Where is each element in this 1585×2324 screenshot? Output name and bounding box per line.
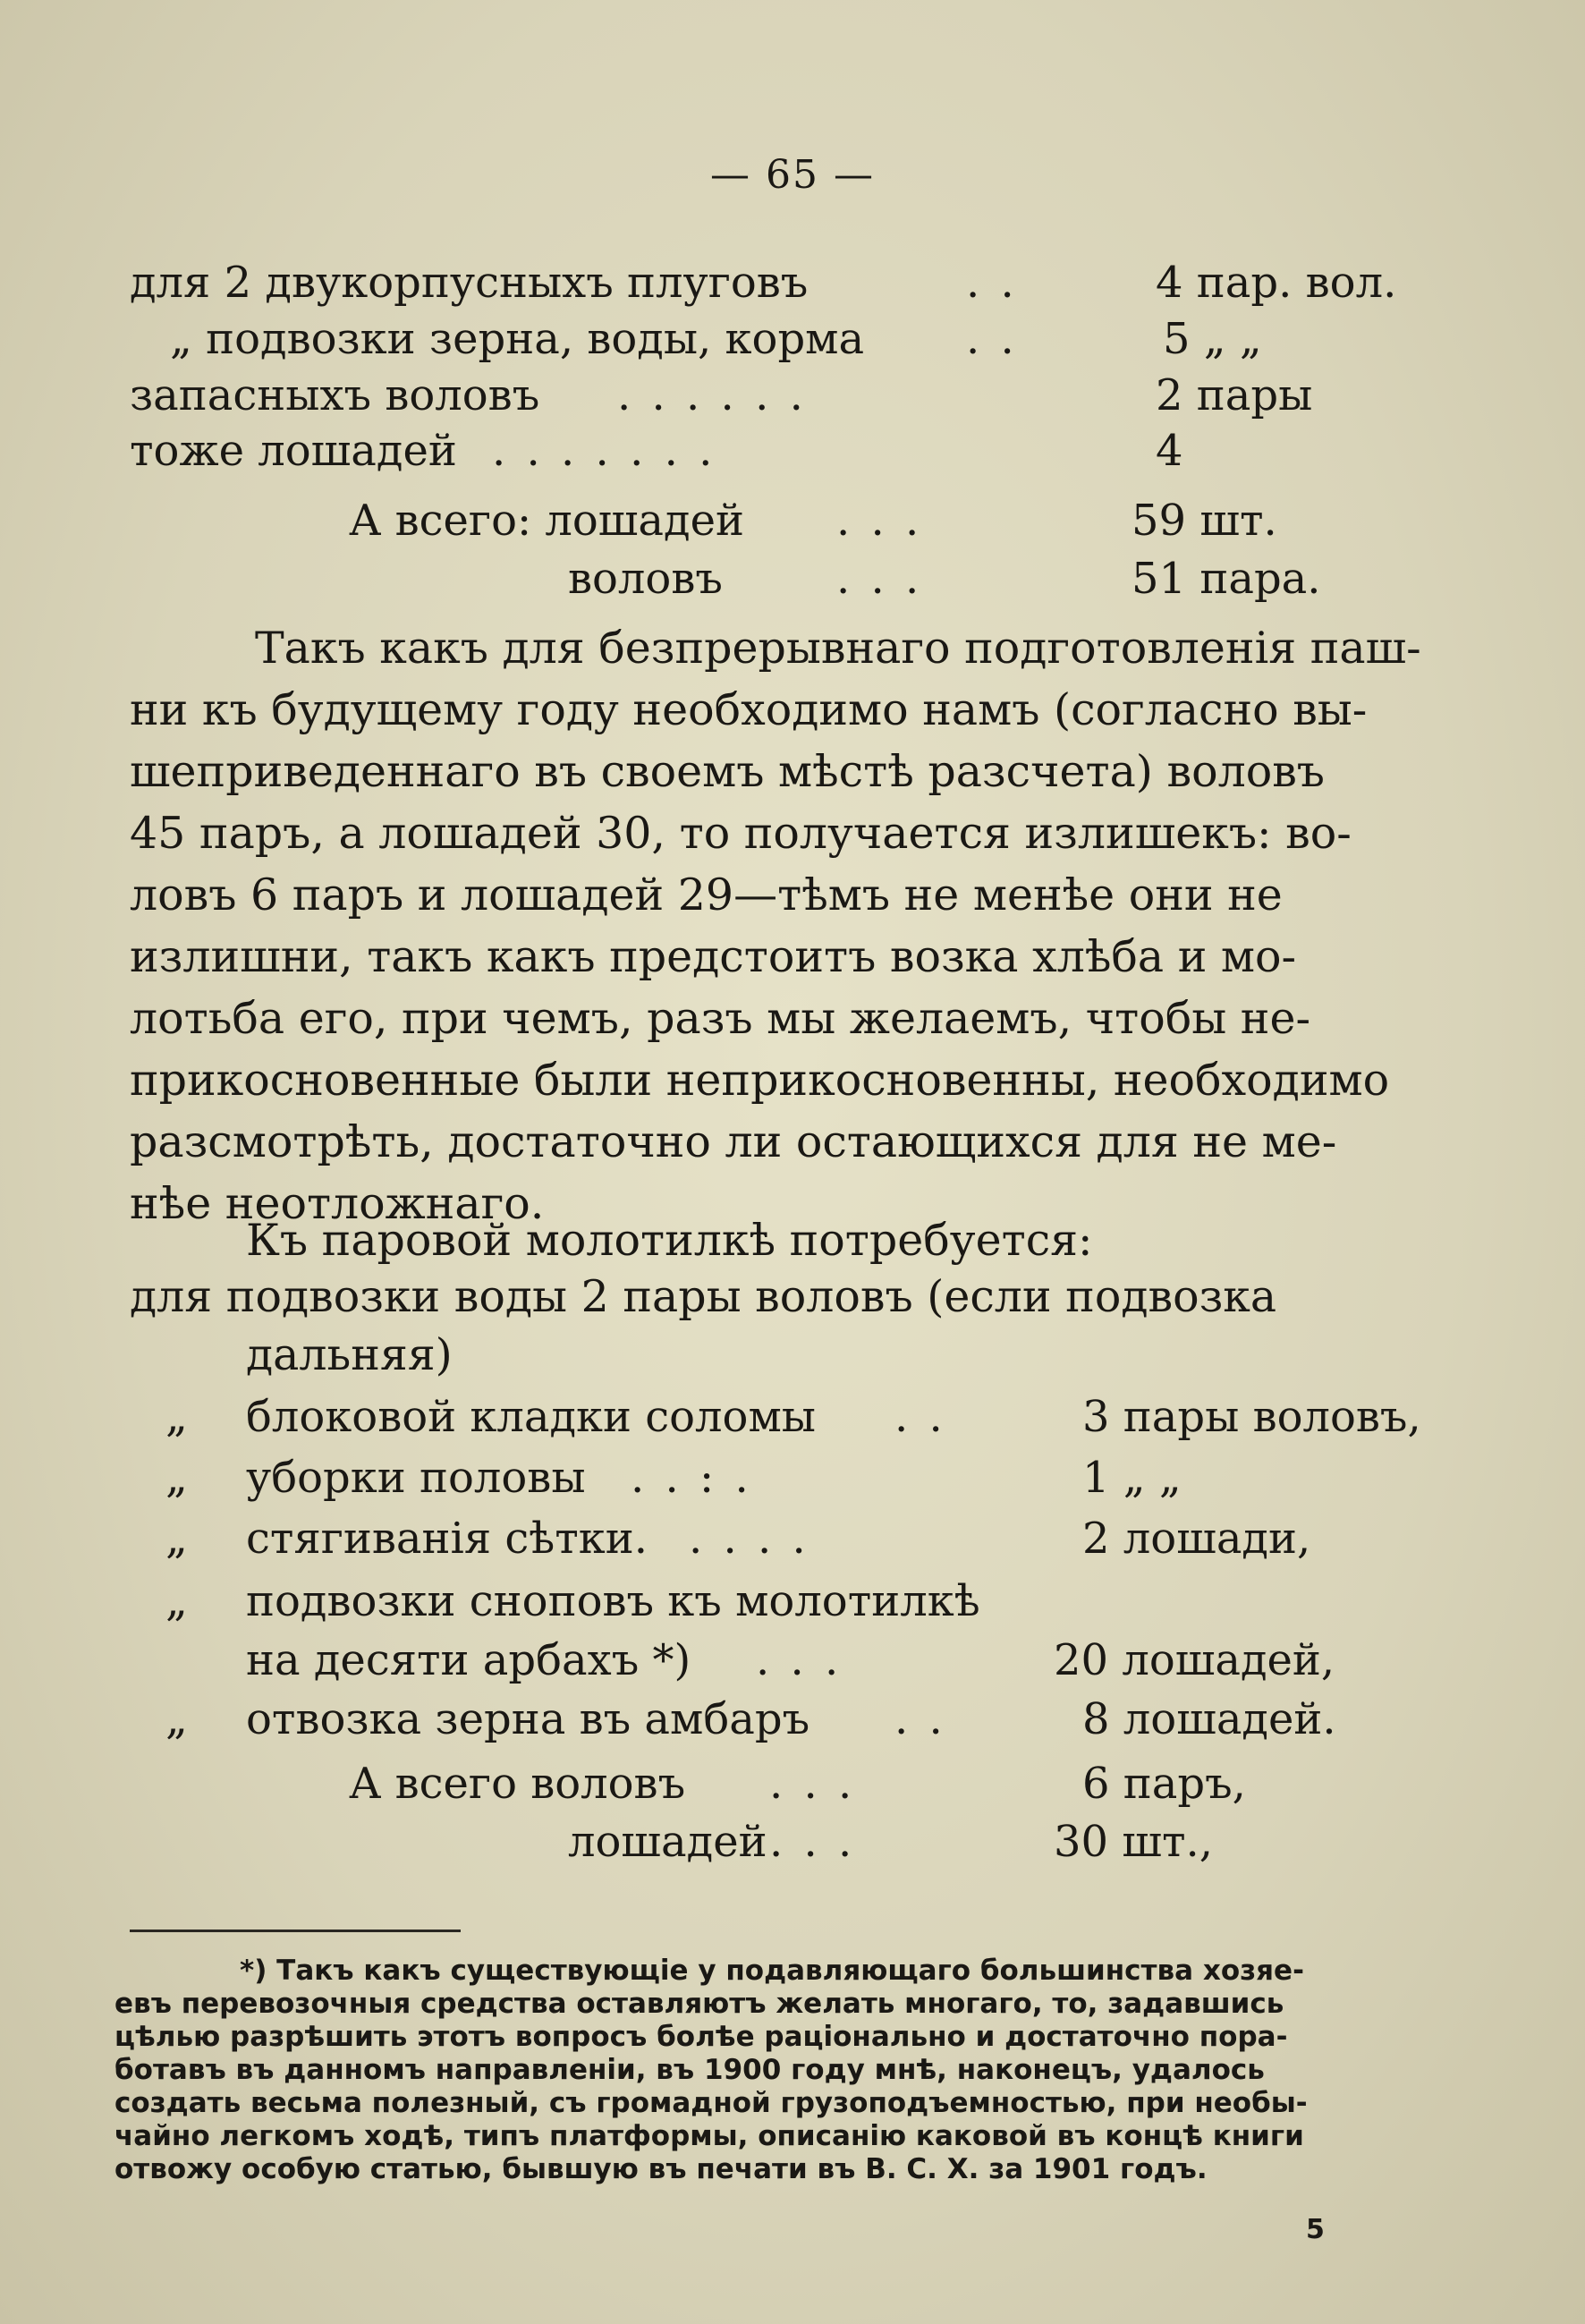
leader-dots: . . [894, 1392, 946, 1442]
total-label: А всего воловъ [349, 1759, 686, 1809]
item-value: 20 лошадей, [1054, 1635, 1335, 1685]
footnote-line: чайно легкомъ ходѣ, типъ платформы, описанію каковой въ концѣ книги [114, 2120, 1304, 2152]
footnote [114, 1955, 1429, 2186]
leader-dots: . . [966, 258, 1018, 308]
signature-mark: 5 [1306, 2214, 1325, 2245]
list-item [130, 426, 457, 476]
list-item [130, 370, 540, 420]
item-label: „ подвозки зерна, воды, корма [170, 314, 865, 364]
item-value: 4 [1156, 426, 1183, 476]
item-label: уборки половы [246, 1453, 586, 1503]
item-label: тоже лошадей [130, 426, 457, 476]
page-number: — 65 — [710, 152, 875, 198]
item-label: для 2 двукорпусныхъ плуговъ [130, 258, 809, 308]
leader-dots: . . . . [689, 1514, 809, 1564]
footnote-line: *) Такъ какъ существующіе у подавляющаго большинства хозяе- [240, 1955, 1304, 1987]
item-value: 1 „ „ [1082, 1453, 1182, 1503]
footnote-line: евъ перевозочныя средства оставляютъ желать многаго, то, задавшись [114, 1988, 1284, 2020]
text-line: излишни, такъ какъ предстоитъ возка хлѣба и мо- [130, 931, 1297, 982]
total-row [568, 554, 723, 604]
item-label: на десяти арбахъ *) [246, 1635, 691, 1685]
ditto-mark: „ [165, 1392, 188, 1442]
ditto-mark: „ [165, 1514, 188, 1564]
item-label: блоковой кладки соломы [246, 1392, 816, 1442]
body-paragraph [130, 617, 1421, 1234]
item-value: 4 пар. вол. [1156, 258, 1397, 308]
text-line: шеприведеннаго въ своемъ мѣстѣ разсчета) воловъ [130, 746, 1325, 797]
leader-dots: . . : . [631, 1453, 752, 1503]
text-line: ни къ будущему году необходимо намъ (согласно вы- [130, 684, 1368, 735]
item-value: 8 лошадей. [1082, 1694, 1336, 1744]
total-label: лошадей [568, 1817, 767, 1867]
leader-dots: . . . [769, 1759, 856, 1809]
list-item [170, 314, 865, 364]
text-line: разсмотрѣть, достаточно ли остающихся для не ме- [130, 1116, 1337, 1167]
footnote-divider [130, 1930, 461, 1932]
footnote-line: ботавъ въ данномъ направленіи, въ 1900 году мнѣ, наконецъ, удалось [114, 2054, 1265, 2086]
ditto-mark: „ [165, 1694, 188, 1744]
leader-dots: . . [966, 314, 1018, 364]
text-line: ловъ 6 паръ и лошадей 29—тѣмъ не менѣе они не [130, 869, 1283, 920]
list-item: для подвозки воды 2 пары воловъ (если подвозка [130, 1271, 1277, 1322]
total-value: 6 паръ, [1082, 1759, 1246, 1809]
leader-dots: . . [894, 1694, 946, 1744]
list-item [130, 258, 809, 308]
total-row [349, 496, 744, 546]
total-value: 51 пара. [1132, 554, 1321, 604]
ditto-mark: „ [165, 1453, 188, 1503]
item-label: отвозка зерна въ амбаръ [246, 1694, 810, 1744]
leader-dots: . . . . . . [617, 370, 807, 420]
text-line: 45 паръ, а лошадей 30, то получается излишекъ: во- [130, 808, 1352, 859]
item-value: 2 лошади, [1082, 1514, 1311, 1564]
footnote-line: цѣлью разрѣшить этотъ вопросъ болѣе раціонально и достаточно пора- [114, 2021, 1288, 2053]
list-item-continuation: дальняя) [246, 1329, 453, 1380]
leader-dots: . . . [836, 496, 923, 546]
text-line: прикосновенные были неприкосновенны, необходимо [130, 1055, 1390, 1106]
item-value: 5 „ „ [1163, 314, 1262, 364]
footnote-line: отвожу особую статью, бывшую въ печати въ В. С. Х. за 1901 годъ. [114, 2153, 1208, 2185]
leader-dots: . . . . . . . [492, 426, 716, 476]
text-line: лотьба его, при чемъ, разъ мы желаемъ, чтобы не- [130, 993, 1311, 1044]
text-line: нѣе неотложнаго. [130, 1178, 545, 1229]
item-value: 3 пары воловъ, [1082, 1392, 1421, 1442]
item-value: 2 пары [1156, 370, 1313, 420]
item-label: подвозки сноповъ къ молотилкѣ [246, 1576, 980, 1626]
total-label: воловъ [568, 554, 723, 604]
section-heading: Къ паровой молотилкѣ потребуется: [246, 1215, 1093, 1266]
leader-dots: . . . [756, 1635, 843, 1685]
leader-dots: . . . [836, 554, 923, 604]
total-value: 30 шт., [1054, 1817, 1214, 1867]
total-value: 59 шт. [1132, 496, 1277, 546]
leader-dots: . . . [769, 1817, 856, 1867]
total-label: А всего: лошадей [349, 496, 744, 546]
item-label: стягиванія сѣтки. [246, 1514, 648, 1564]
ditto-mark: „ [165, 1576, 188, 1626]
text-line: Такъ какъ для безпрерывнаго подготовленія паш- [255, 623, 1421, 674]
footnote-line: создать весьма полезный, съ громадной грузоподъемностью, при необы- [114, 2087, 1308, 2119]
item-label: запасныхъ воловъ [130, 370, 540, 420]
